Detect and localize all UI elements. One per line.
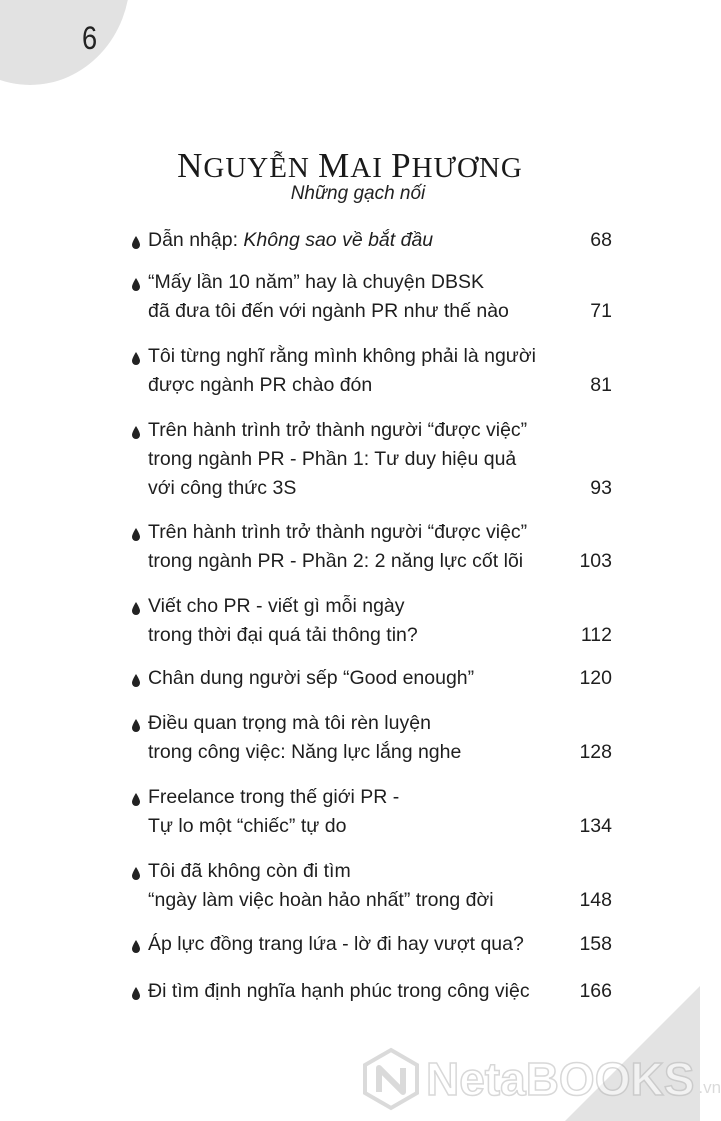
toc-line-text: Freelance trong thế giới PR -	[148, 786, 400, 808]
drop-bullet-icon	[130, 422, 142, 442]
toc-page-number: 93	[590, 477, 612, 499]
drop-bullet-icon	[130, 983, 142, 1003]
drop-bullet-icon	[130, 863, 142, 883]
toc-entry-title	[148, 783, 588, 841]
page-corner-tab	[0, 0, 130, 85]
toc-entry-line	[148, 738, 588, 767]
author-rest-1: GUYỄN	[203, 152, 319, 184]
toc-page-number: 158	[579, 933, 612, 955]
toc-line-text: Tự lo một “chiếc” tự do	[148, 815, 347, 837]
watermark-domain: .vn	[698, 1078, 721, 1097]
toc-page-number: 128	[579, 741, 612, 763]
toc-entry-line	[148, 268, 588, 297]
toc-line-text: Điều quan trọng mà tôi rèn luyện	[148, 712, 431, 734]
toc-entry-line	[148, 709, 588, 738]
toc-entry-line	[148, 297, 588, 326]
page-number: 6	[82, 20, 98, 56]
toc-line-text: được ngành PR chào đón	[148, 374, 373, 396]
toc-line-text: với công thức 3S	[148, 477, 297, 499]
toc-entry-line	[148, 592, 588, 621]
watermark	[362, 1044, 721, 1114]
toc-line-text: “ngày làm việc hoàn hảo nhất” trong đời	[148, 889, 494, 911]
toc-page-number: 81	[590, 374, 612, 396]
toc-entry-line	[148, 621, 588, 650]
toc-entry-line	[148, 977, 588, 1006]
toc-entry-title	[148, 342, 588, 400]
toc-page-number: 68	[590, 229, 612, 251]
toc-entry-line	[148, 857, 588, 886]
author-initial-1: N	[177, 146, 204, 185]
toc-entry-line	[148, 547, 588, 576]
toc-entry-line	[148, 226, 588, 255]
toc-entry-title	[148, 268, 588, 326]
drop-bullet-icon	[130, 524, 142, 544]
toc-line-text: trong ngành PR - Phần 1: Tư duy hiệu quả	[148, 448, 517, 470]
toc-line-text: trong công việc: Năng lực lắng nghe	[148, 741, 462, 763]
toc-line-text: Dẫn nhập:	[148, 229, 244, 251]
drop-bullet-icon	[130, 936, 142, 956]
toc-line-text: Trên hành trình trở thành người “được việc”	[148, 419, 528, 441]
toc-line-text: Tôi từng nghĩ rằng mình không phải là người	[148, 345, 536, 367]
toc-entry-line	[148, 886, 588, 915]
toc-entry-title	[148, 416, 588, 503]
toc-page-number: 134	[579, 815, 612, 837]
toc-line-text: Tôi đã không còn đi tìm	[148, 860, 351, 882]
author-rest-3: HƯƠNG	[411, 152, 523, 184]
drop-bullet-icon	[130, 789, 142, 809]
toc-entry-line	[148, 930, 588, 959]
toc-entry-line	[148, 445, 588, 474]
toc-line-text: Áp lực đồng trang lứa - lờ đi hay vượt qua?	[148, 933, 524, 955]
drop-bullet-icon	[130, 274, 142, 294]
toc-page-number: 148	[579, 889, 612, 911]
toc-page-number: 71	[590, 300, 612, 322]
watermark-brand: NetaBOOKS	[426, 1053, 695, 1105]
toc-line-text: trong ngành PR - Phần 2: 2 năng lực cốt lõi	[148, 550, 524, 572]
section-subtitle: Những gạch nối	[290, 183, 426, 204]
toc-entry-line	[148, 518, 588, 547]
author-initial-3: P	[391, 146, 412, 185]
author-initial-2: M	[318, 146, 351, 185]
toc-page-number: 120	[579, 667, 612, 689]
author-name	[0, 146, 700, 186]
drop-bullet-icon	[130, 598, 142, 618]
toc-entry-title	[148, 709, 588, 767]
toc-entry-line	[148, 812, 588, 841]
toc-entry-title	[148, 930, 588, 959]
toc-entry-title	[148, 226, 588, 255]
toc-line-text: trong thời đại quá tải thông tin?	[148, 624, 418, 646]
toc-line-text: Đi tìm định nghĩa hạnh phúc trong công việc	[148, 980, 530, 1002]
toc-page-number: 166	[579, 980, 612, 1002]
toc-entry-title	[148, 857, 588, 915]
toc-line-italic-text: Không sao về bắt đầu	[243, 229, 434, 251]
toc-entry-title	[148, 518, 588, 576]
drop-bullet-icon	[130, 670, 142, 690]
toc-entry-line	[148, 371, 588, 400]
toc-line-text: Viết cho PR - viết gì mỗi ngày	[148, 595, 405, 617]
netabooks-logo-icon	[362, 1048, 420, 1110]
toc-entry-title	[148, 664, 588, 693]
toc-line-text: Chân dung người sếp “Good enough”	[148, 667, 475, 689]
toc-entry-line	[148, 474, 588, 503]
drop-bullet-icon	[130, 348, 142, 368]
drop-bullet-icon	[130, 232, 142, 252]
toc-entry-line	[148, 783, 588, 812]
toc-entry-title	[148, 977, 588, 1006]
toc-line-text: Trên hành trình trở thành người “được việc”	[148, 521, 528, 543]
toc-entry-line	[148, 416, 588, 445]
toc-line-text: “Mấy lần 10 năm” hay là chuyện DBSK	[148, 271, 484, 293]
toc-entry-title	[148, 592, 588, 650]
toc-page-number: 112	[580, 624, 612, 646]
toc-page-number: 103	[579, 550, 612, 572]
toc-entry-line	[148, 342, 588, 371]
toc-entry-line	[148, 664, 588, 693]
author-rest-2: AI	[350, 152, 392, 184]
drop-bullet-icon	[130, 715, 142, 735]
toc-line-text: đã đưa tôi đến với ngành PR như thế nào	[148, 300, 509, 322]
